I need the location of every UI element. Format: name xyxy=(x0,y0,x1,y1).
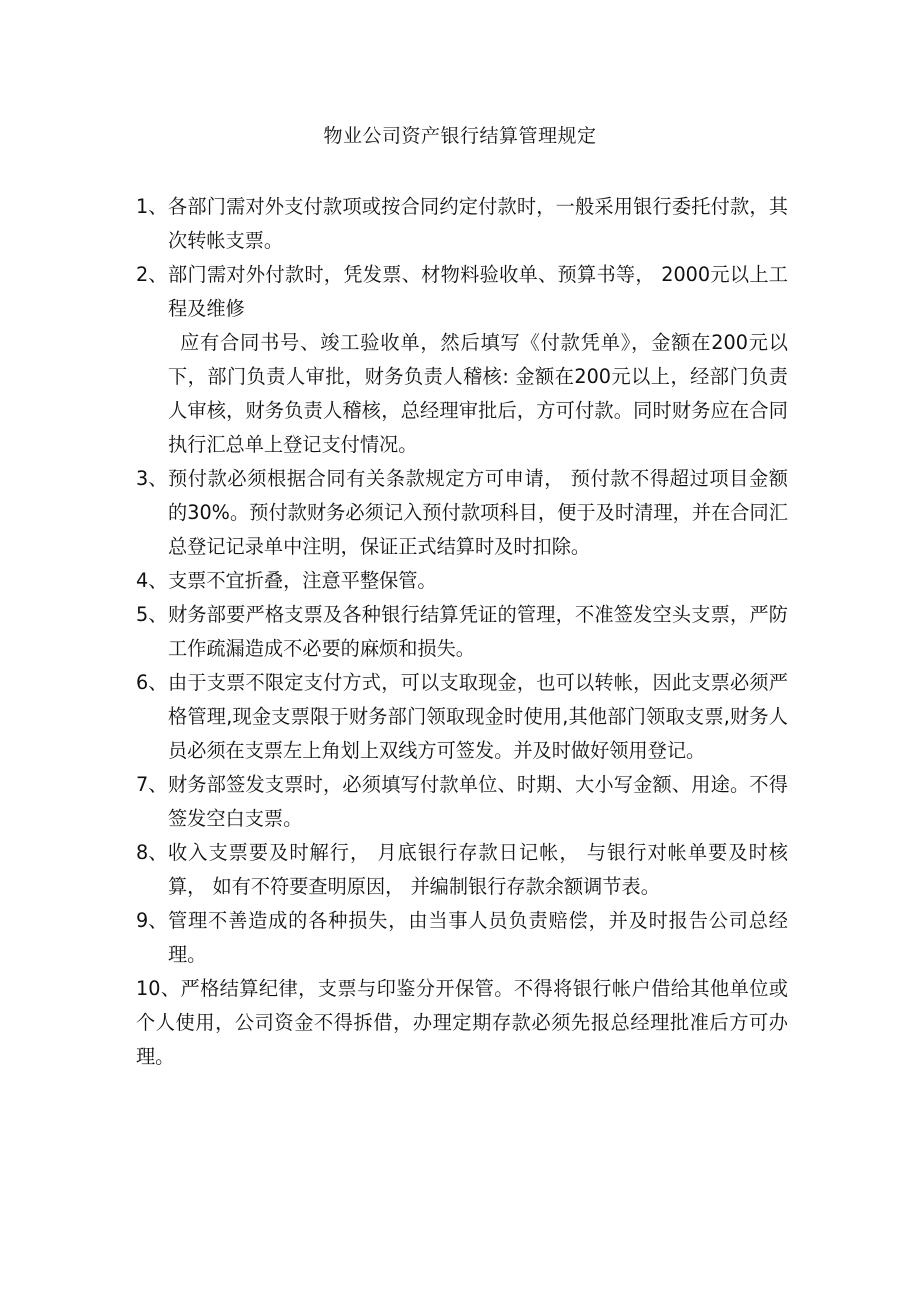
clause-number: 8、 xyxy=(136,841,168,864)
clause-text: 各部门需对外支付款项或按合同约定付款时，一般采用银行委托付款，其次转帐支票。 xyxy=(168,195,788,252)
clause-number: 4、 xyxy=(136,569,168,592)
clause-4 xyxy=(136,564,788,598)
clause-number: 2、 xyxy=(136,263,168,286)
clause-number: 10、 xyxy=(136,977,181,1000)
clause-text: 收入支票要及时解行， 月底银行存款日记帐， 与银行对帐单要及时核算， 如有不符要查明原因， 并编制银行存款余额调节表。 xyxy=(168,841,788,898)
clause-text: 支票不宜折叠，注意平整保管。 xyxy=(168,569,437,592)
clause-number: 3、 xyxy=(136,467,168,490)
clause-number: 9、 xyxy=(136,909,168,932)
clause-text: 由于支票不限定支付方式，可以支取现金，也可以转帐，因此支票必须严格管理,现金支票限于财务部门领取现金时使用,其他部门领取支票,财务人员必须在支票左上角划上双线方可签发。并及时做好领用登记。 xyxy=(168,671,788,762)
clause-text: 财务部签发支票时，必须填写付款单位、时期、大小写金额、用途。不得签发空白支票。 xyxy=(168,773,788,830)
clause-10 xyxy=(136,972,788,1074)
clause-number: 5、 xyxy=(136,603,168,626)
clause-number: 7、 xyxy=(136,773,168,796)
clause-list xyxy=(136,190,788,1074)
clause-5 xyxy=(136,598,788,666)
clause-6 xyxy=(136,666,788,768)
document-title: 物业公司资产银行结算管理规定 xyxy=(323,125,597,147)
clause-text: 部门需对外付款时，凭发票、材物料验收单、预算书等， 2000元以上工程及维修 xyxy=(168,263,788,320)
clause-3 xyxy=(136,462,788,564)
clause-number: 6、 xyxy=(136,671,168,694)
clause-1 xyxy=(136,190,788,258)
clause-7 xyxy=(136,768,788,836)
clause-text: 财务部要严格支票及各种银行结算凭证的管理，不准签发空头支票，严防工作疏漏造成不必要的麻烦和损失。 xyxy=(168,603,788,660)
clause-text: 管理不善造成的各种损失，由当事人员负责赔偿，并及时报告公司总经理。 xyxy=(168,909,788,966)
clause-text: 严格结算纪律，支票与印鉴分开保管。不得将银行帐户借给其他单位或个人使用，公司资金不得拆借，办理定期存款必须先报总经理批准后方可办理。 xyxy=(136,977,788,1068)
clause-8 xyxy=(136,836,788,904)
clause-text: 预付款必须根据合同有关条款规定方可申请， 预付款不得超过项目金额的30%。预付款财务必须记入预付款项科目，便于及时清理，并在合同汇总登记记录单中注明，保证正式结算时及时扣除。 xyxy=(168,467,788,558)
clause-number: 1、 xyxy=(136,195,168,218)
clause-2 xyxy=(136,258,788,462)
clause-9 xyxy=(136,904,788,972)
clause-text-continued: 应有合同书号、竣工验收单，然后填写《付款凭单》，金额在200元以下，部门负责人审批，财务负责人稽核: 金额在200元以上，经部门负责人审核，财务负责人稽核，总经理审批后，方可付款。同时财务应在合同执行汇总单上登记支付情况。 xyxy=(168,331,788,456)
